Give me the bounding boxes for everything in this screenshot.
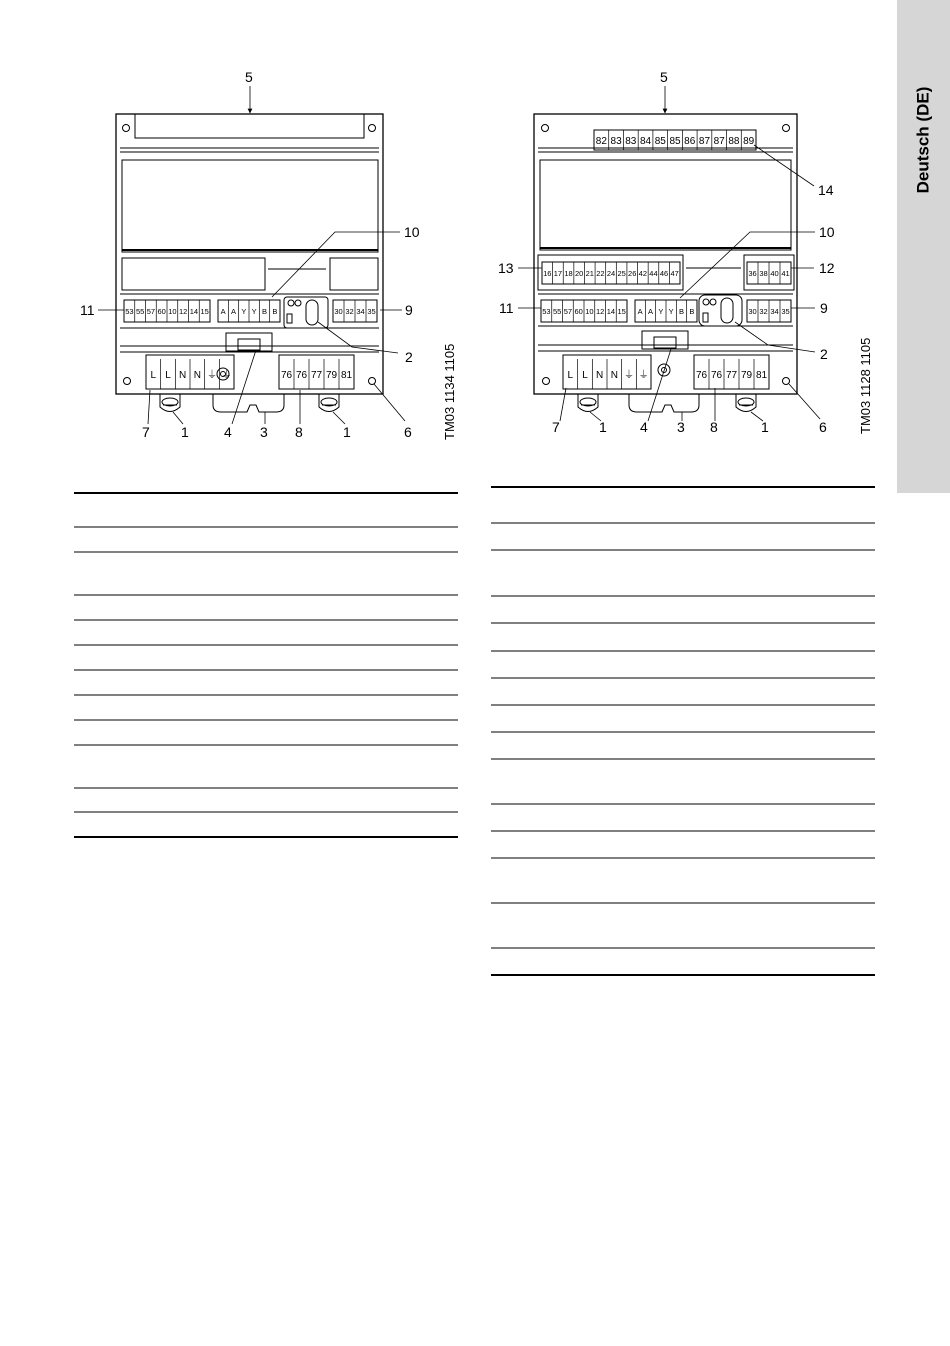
terminal-bus-label: Y <box>658 307 664 316</box>
terminal-11-label: 14 <box>189 307 199 316</box>
callout-6: 6 <box>404 424 412 440</box>
callout-1: 1 <box>599 419 607 435</box>
terminal-11-label: 12 <box>595 307 605 316</box>
terminal-11-label: 60 <box>574 307 583 316</box>
terminal-14-label: 83 <box>610 136 622 147</box>
callout-6: 6 <box>819 419 827 435</box>
terminal-bus-label: Y <box>251 307 257 316</box>
terminal-14-label: 86 <box>684 136 696 147</box>
callout-2: 2 <box>405 349 413 365</box>
terminal-bus-label: A <box>230 307 237 316</box>
callout-1: 1 <box>761 419 769 435</box>
terminal-14-label: 85 <box>669 136 681 147</box>
terminal-bus-label: B <box>261 307 268 316</box>
terminal-14-label: 85 <box>654 136 666 147</box>
terminal-9-label: 32 <box>345 307 354 316</box>
terminal-13-label: 42 <box>638 269 648 278</box>
terminal-bus-label: B <box>272 307 278 316</box>
terminal-14-label: 84 <box>639 136 652 147</box>
terminal-9-label: 32 <box>759 307 768 316</box>
terminal-13-label: 25 <box>617 269 626 278</box>
left-table-rules <box>74 493 458 837</box>
callout-10: 10 <box>819 224 835 240</box>
terminal-13-label: 22 <box>596 269 605 278</box>
terminal-8-label: 76 <box>695 370 708 381</box>
terminal-13-label: 18 <box>564 269 573 278</box>
terminal-bus-label: B <box>689 307 695 316</box>
callout-5: 5 <box>660 69 668 85</box>
terminal-bus-label: A <box>647 307 654 316</box>
terminal-power-label: ⏚ <box>624 370 634 381</box>
terminal-power-label: N <box>596 370 604 381</box>
terminal-13-label: 46 <box>659 269 669 278</box>
terminal-14-label: 87 <box>713 136 725 147</box>
terminal-11-label: 57 <box>146 307 156 316</box>
terminal-power-label: ⏚ <box>638 370 649 381</box>
terminal-13-label: 16 <box>543 269 552 278</box>
terminal-13-label: 44 <box>649 269 658 278</box>
terminal-power-label: N <box>179 370 187 381</box>
terminal-11-label: 15 <box>200 307 209 316</box>
terminal-8-label: 79 <box>740 370 753 381</box>
terminal-11-label: 10 <box>168 307 177 316</box>
callout-3: 3 <box>260 424 268 440</box>
terminal-bus-label: A <box>220 307 226 316</box>
terminal-8-label: 81 <box>755 370 768 381</box>
terminal-14-label: 89 <box>743 136 755 147</box>
terminal-14-label: 82 <box>595 136 607 147</box>
terminal-8-label: 77 <box>310 370 323 381</box>
left-callout-numbers <box>80 69 457 440</box>
callout-1: 1 <box>343 424 351 440</box>
terminal-11-label: 53 <box>542 307 551 316</box>
terminal-11-label: 60 <box>157 307 166 316</box>
terminal-bus-label: A <box>637 307 643 316</box>
terminal-power-label: N <box>610 370 618 381</box>
terminal-12-label: 36 <box>748 269 757 278</box>
callout-8: 8 <box>295 424 303 440</box>
terminal-bus-label: Y <box>241 307 247 316</box>
terminal-9-label: 34 <box>770 307 779 316</box>
drawing-code: TM03 1128 1105 <box>858 337 873 434</box>
terminal-12-label: 40 <box>770 269 779 278</box>
terminal-9-label: 30 <box>334 307 343 316</box>
terminal-12-label: 38 <box>759 269 768 278</box>
terminal-power-label: L <box>150 370 157 381</box>
terminal-power-label: N <box>193 370 201 381</box>
terminal-power-label: L <box>165 370 171 381</box>
terminal-8-label: 76 <box>295 370 308 381</box>
callout-10: 10 <box>404 224 420 240</box>
right-callout-numbers <box>498 69 873 435</box>
terminal-11-label: 57 <box>563 307 573 316</box>
terminal-9-label: 35 <box>367 307 376 316</box>
left-callout-leaders <box>98 86 405 424</box>
right-table-rules <box>491 487 875 975</box>
terminal-14-label: 87 <box>698 136 711 147</box>
callout-2: 2 <box>820 346 828 362</box>
drawing-code: TM03 1134 1105 <box>442 343 457 440</box>
terminal-8-label: 76 <box>710 370 723 381</box>
terminal-13-label: 21 <box>585 269 594 278</box>
right-terminal-labels <box>542 130 789 389</box>
callout-7: 7 <box>142 424 150 440</box>
callout-1: 1 <box>181 424 189 440</box>
terminal-power-label: ⏚ <box>207 370 217 381</box>
terminal-11-label: 14 <box>606 307 616 316</box>
terminal-12-label: 41 <box>781 269 790 278</box>
callout-14: 14 <box>818 182 834 198</box>
terminal-11-label: 53 <box>125 307 134 316</box>
terminal-8-label: 81 <box>340 370 353 381</box>
callout-11: 11 <box>80 302 95 318</box>
callout-5: 5 <box>245 69 253 85</box>
terminal-11-label: 55 <box>135 307 145 316</box>
terminal-13-label: 26 <box>628 269 637 278</box>
terminal-13-label: 47 <box>670 269 679 278</box>
callout-12: 12 <box>819 260 835 276</box>
callout-3: 3 <box>677 419 685 435</box>
callout-9: 9 <box>820 300 828 316</box>
terminal-8-label: 79 <box>325 370 338 381</box>
terminal-power-label: L <box>567 370 574 381</box>
terminal-14-label: 83 <box>625 136 637 147</box>
callout-9: 9 <box>405 302 413 318</box>
callout-4: 4 <box>224 424 232 440</box>
terminal-bus-label: Y <box>668 307 674 316</box>
terminal-14-label: 88 <box>728 136 740 147</box>
terminal-11-label: 12 <box>178 307 188 316</box>
terminal-bus-label: B <box>678 307 685 316</box>
terminal-11-label: 10 <box>585 307 594 316</box>
terminal-9-label: 34 <box>356 307 365 316</box>
terminal-13-label: 20 <box>574 269 584 278</box>
terminal-9-label: 30 <box>748 307 757 316</box>
language-label: Deutsch (DE) <box>913 86 933 194</box>
callout-13: 13 <box>498 260 514 276</box>
callout-7: 7 <box>552 419 560 435</box>
terminal-power-label: ⏚ <box>221 370 232 381</box>
terminal-8-label: 76 <box>280 370 293 381</box>
terminal-9-label: 35 <box>781 307 790 316</box>
terminal-13-label: 24 <box>606 269 616 278</box>
callout-11: 11 <box>499 300 514 316</box>
terminal-11-label: 15 <box>617 307 626 316</box>
terminal-8-label: 77 <box>725 370 738 381</box>
left-terminal-labels <box>125 300 375 389</box>
terminal-power-label: L <box>582 370 588 381</box>
left-controller-drawing <box>116 114 383 412</box>
terminal-13-label: 17 <box>553 269 563 278</box>
terminal-11-label: 55 <box>552 307 562 316</box>
callout-4: 4 <box>640 419 648 435</box>
callout-8: 8 <box>710 419 718 435</box>
